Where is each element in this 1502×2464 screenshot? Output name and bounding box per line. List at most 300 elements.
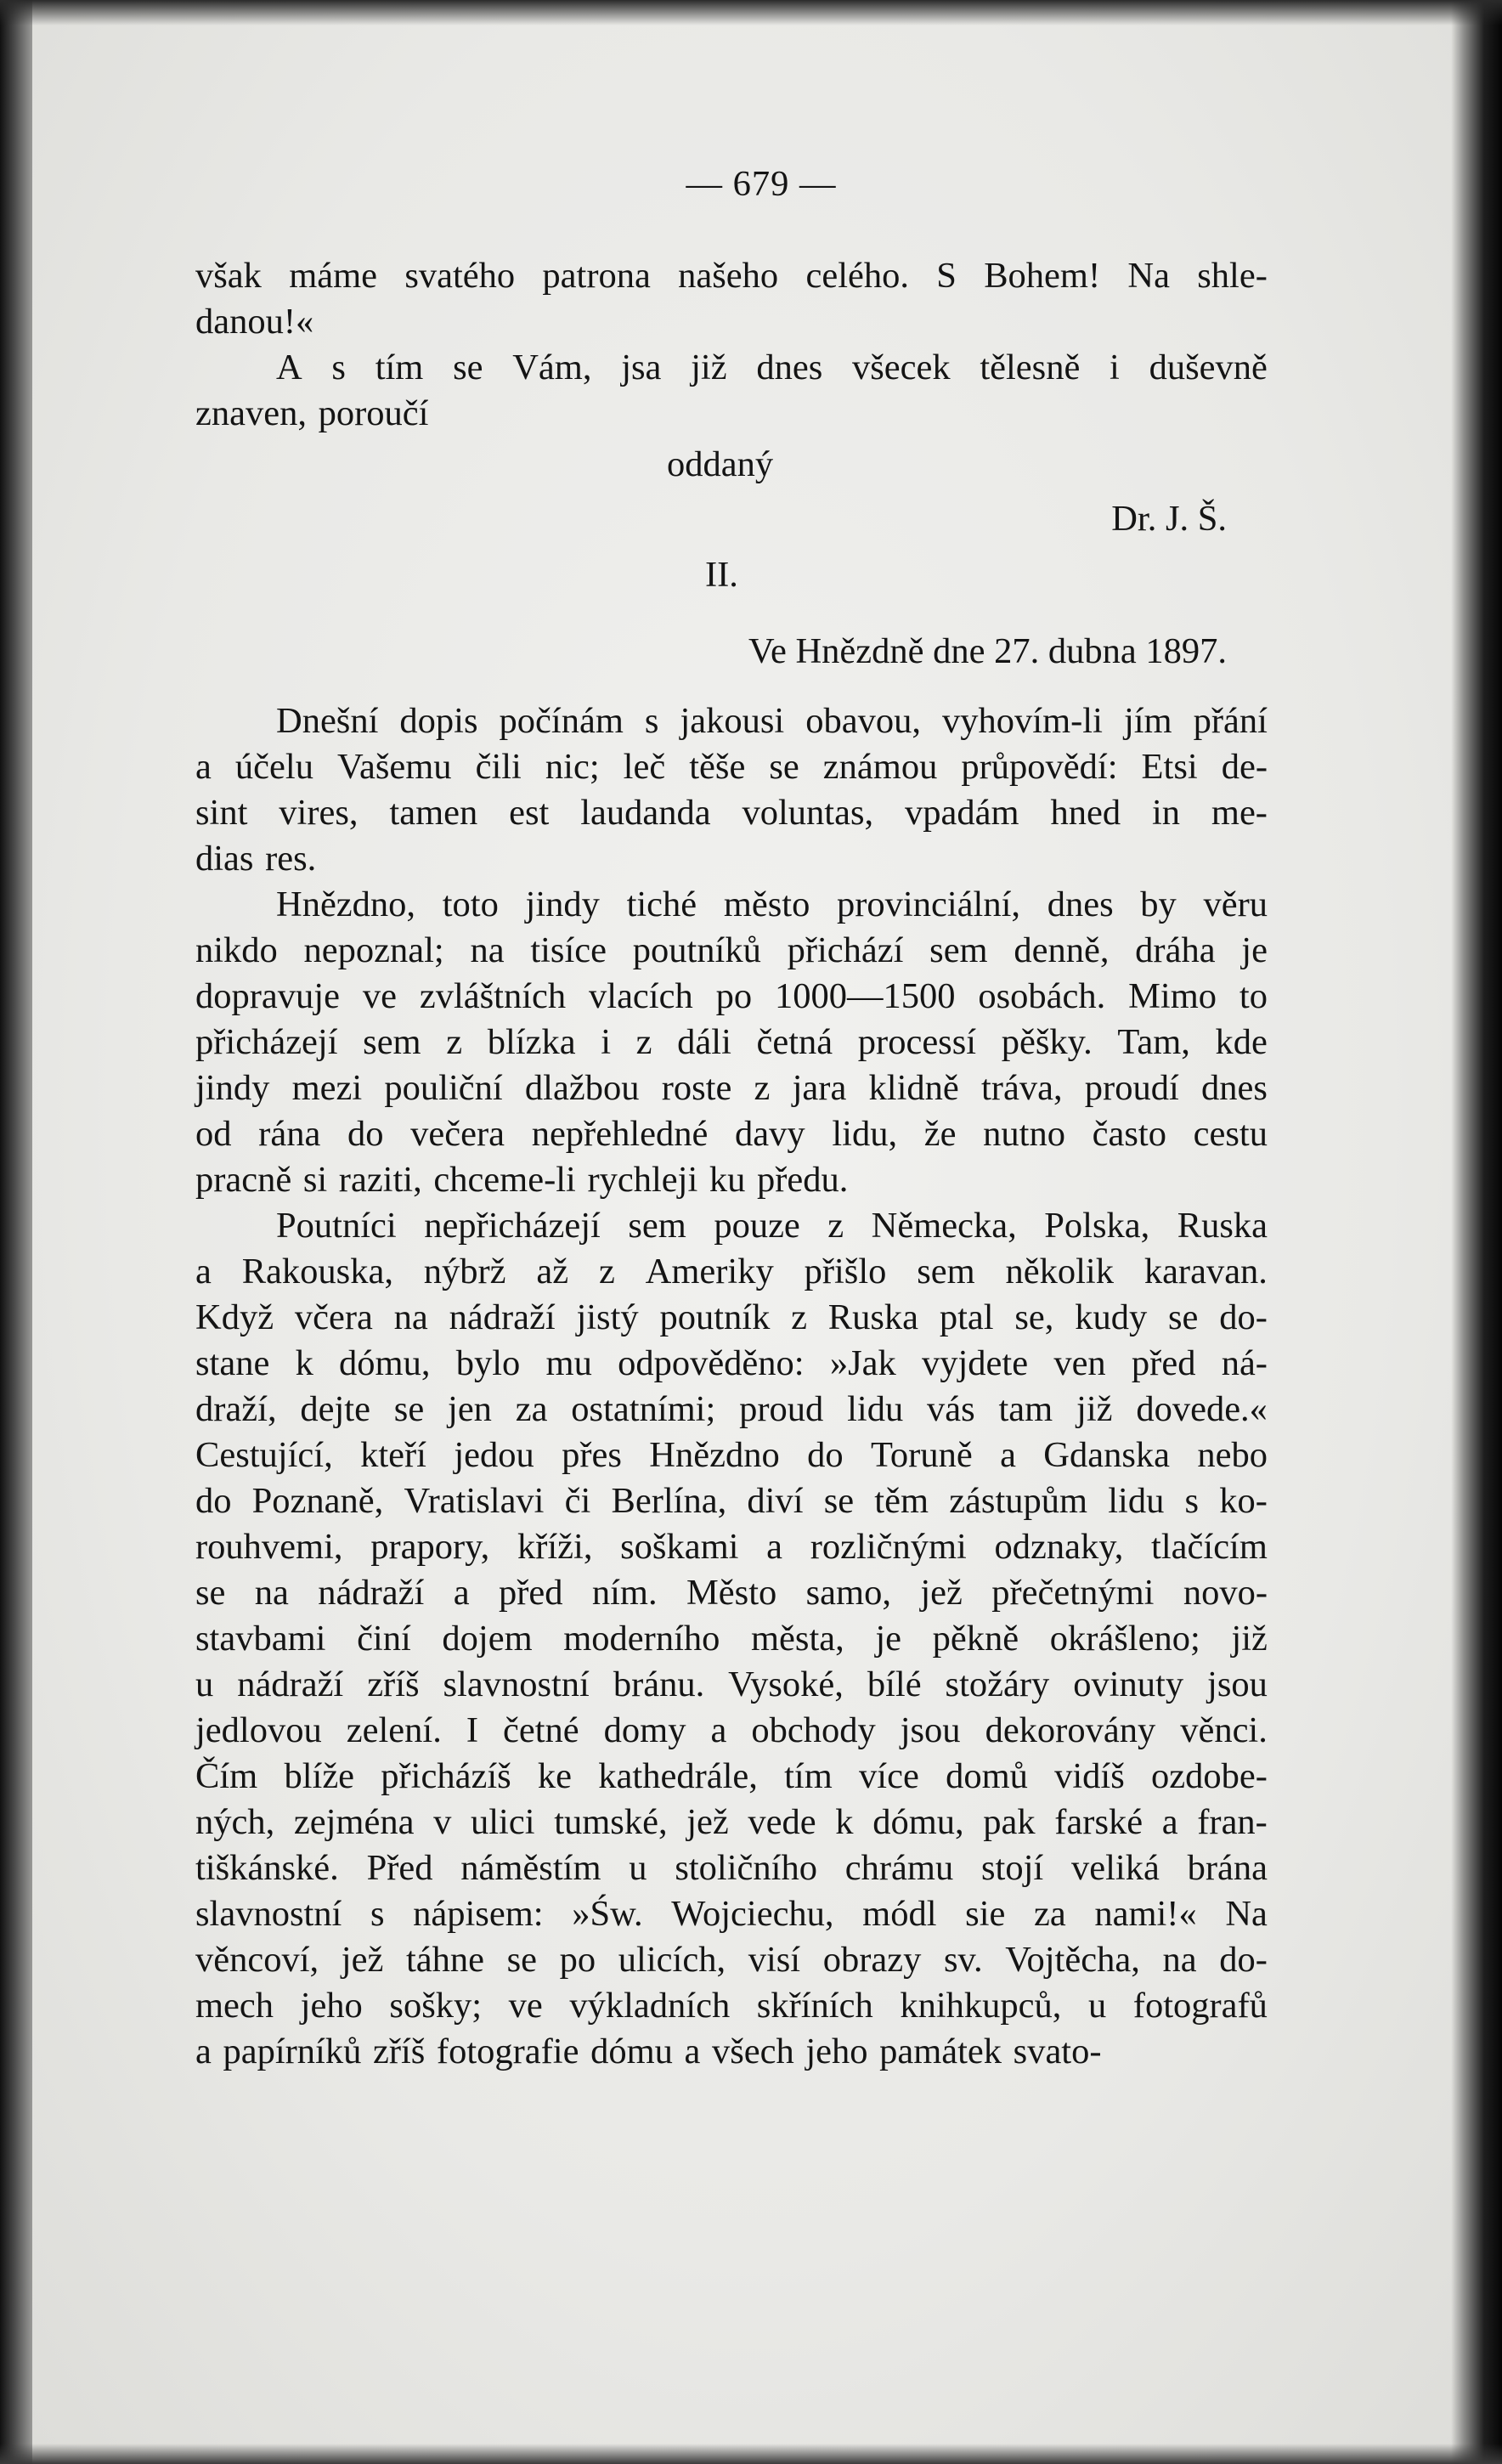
- word: klidně: [868, 1068, 959, 1108]
- word: jeho: [300, 1986, 363, 2026]
- word: výkladních: [569, 1986, 731, 2026]
- word: leč: [623, 747, 666, 787]
- word: kříži,: [517, 1527, 593, 1567]
- word: bránu.: [613, 1664, 705, 1704]
- word: na: [1162, 1940, 1197, 1980]
- word: na: [393, 1297, 428, 1337]
- word: Polska,: [1044, 1206, 1150, 1246]
- word: slavnostní: [195, 1894, 342, 1934]
- word: Vašemu: [336, 747, 452, 787]
- word: je: [1241, 930, 1268, 970]
- word: včera: [294, 1297, 373, 1337]
- word: knihkupců,: [900, 1986, 1062, 2026]
- word: Město: [686, 1573, 777, 1613]
- word: hned: [1050, 793, 1121, 833]
- word: předu.: [756, 1160, 849, 1200]
- word: tisíce: [530, 930, 607, 970]
- word: se: [823, 1481, 855, 1521]
- word: odpověděno:: [618, 1343, 805, 1383]
- word: jsa: [621, 348, 662, 387]
- word: jsou: [900, 1710, 961, 1750]
- word: večera: [410, 1114, 505, 1154]
- text-line: [195, 1983, 1268, 2029]
- word: skříních: [756, 1986, 873, 2026]
- word: Mimo: [1128, 976, 1217, 1016]
- word: by: [1140, 884, 1177, 924]
- word: mezi: [291, 1068, 363, 1108]
- text-line: [195, 1570, 1268, 1616]
- word: dómu: [590, 2032, 673, 2071]
- word: nic;: [545, 747, 600, 787]
- word: náměstím: [460, 1848, 601, 1888]
- word: »Jak: [829, 1343, 896, 1383]
- word: poutníků: [632, 930, 761, 970]
- word: vires,: [279, 793, 359, 833]
- word: osobách.: [978, 976, 1106, 1016]
- text-line: [195, 1937, 1268, 1983]
- word: že: [923, 1114, 957, 1154]
- word: pak: [983, 1802, 1036, 1842]
- word: sem: [363, 1022, 421, 1062]
- word: se: [453, 348, 483, 387]
- word: dómu,: [339, 1343, 431, 1383]
- word: těm: [874, 1481, 929, 1521]
- word: tím: [784, 1756, 833, 1796]
- word: obchody: [751, 1710, 876, 1750]
- word: a: [195, 2032, 212, 2071]
- word: jedlovou: [195, 1710, 322, 1750]
- scan-edge-right: [1451, 0, 1502, 2464]
- word: dias: [195, 839, 254, 879]
- word: z: [754, 1068, 771, 1108]
- word: proud: [739, 1389, 824, 1429]
- word: nápisem:: [413, 1894, 544, 1934]
- word: tráva,: [981, 1068, 1063, 1108]
- word: k: [835, 1802, 854, 1842]
- word: kteří: [360, 1435, 426, 1475]
- word: známou: [822, 747, 938, 787]
- word: za: [515, 1389, 548, 1429]
- word: Poznaně,: [251, 1481, 384, 1521]
- word: me-: [1211, 793, 1268, 833]
- word: danou!«: [195, 302, 314, 342]
- word: zříš: [372, 2032, 426, 2071]
- word: věnci.: [1180, 1710, 1268, 1750]
- word: dopis: [399, 701, 478, 741]
- word: a: [453, 1573, 470, 1613]
- text-line: [195, 1020, 1268, 1065]
- word: si: [302, 1160, 328, 1200]
- word: domy: [603, 1710, 686, 1750]
- word: chrámu: [844, 1848, 954, 1888]
- word: město: [723, 884, 810, 924]
- word: z: [791, 1297, 807, 1337]
- word: moderního: [563, 1619, 720, 1659]
- word: dnes: [1047, 884, 1114, 924]
- word: novo-: [1183, 1573, 1268, 1613]
- word: blízka: [487, 1022, 576, 1062]
- text-line: [195, 299, 1268, 345]
- word: stavbami: [195, 1619, 326, 1659]
- scan-edge-bottom: [0, 2444, 1502, 2464]
- word: vpadám: [905, 793, 1019, 833]
- word: Toruně: [870, 1435, 973, 1475]
- word: Vysoké,: [728, 1664, 844, 1704]
- text-line: [195, 391, 1268, 437]
- letter-closing: [195, 345, 1268, 437]
- letter-ending: [195, 253, 1268, 345]
- word: poroučí: [318, 393, 429, 433]
- text-line: [195, 1478, 1268, 1524]
- word: do-: [1219, 1940, 1268, 1980]
- word: Etsi: [1141, 747, 1198, 787]
- word: se,: [1014, 1297, 1054, 1337]
- word: odznaky,: [994, 1527, 1124, 1567]
- word: sint: [195, 793, 248, 833]
- word: Tam,: [1117, 1022, 1190, 1062]
- word: cestu: [1193, 1114, 1268, 1154]
- word: fran-: [1197, 1802, 1268, 1842]
- word: dopravuje: [195, 976, 340, 1016]
- word: z: [827, 1206, 844, 1246]
- word: přicházejí: [195, 1022, 338, 1062]
- word: přišlo: [804, 1252, 887, 1291]
- word: s: [1184, 1481, 1200, 1521]
- word: tiškánské.: [195, 1848, 339, 1888]
- word: sv.: [944, 1940, 983, 1980]
- word: několik: [1005, 1252, 1114, 1291]
- word: jen: [448, 1389, 492, 1429]
- word: za: [1033, 1894, 1066, 1934]
- word: ptal: [939, 1297, 994, 1337]
- word: vlacích: [589, 976, 693, 1016]
- word: přečetnými: [991, 1573, 1155, 1613]
- word: dlažbou: [524, 1068, 640, 1108]
- word: počínám: [499, 701, 624, 741]
- word: papírníků: [223, 2032, 362, 2071]
- word: pracně: [195, 1160, 292, 1200]
- word: rouhvemi,: [195, 1527, 343, 1567]
- word: Berlína,: [611, 1481, 727, 1521]
- word: vede: [748, 1802, 816, 1842]
- text-line: [195, 698, 1268, 744]
- word: ven: [1053, 1343, 1106, 1383]
- word: a: [766, 1527, 783, 1567]
- signature-initials: Dr. J. Š.: [1111, 499, 1227, 539]
- word: až: [536, 1252, 569, 1291]
- word: nádraží: [449, 1297, 556, 1337]
- word: čili: [475, 747, 522, 787]
- word: přes: [562, 1435, 622, 1475]
- word: Když: [195, 1297, 274, 1337]
- word: z: [446, 1022, 463, 1062]
- text-line: [195, 1662, 1268, 1708]
- word: Gdanska: [1043, 1435, 1171, 1475]
- word: před: [498, 1573, 563, 1613]
- text-line: [195, 1616, 1268, 1662]
- word: karavan.: [1143, 1252, 1268, 1291]
- word: vyjdete: [921, 1343, 1029, 1383]
- word: nádraží: [237, 1664, 344, 1704]
- word: činí: [357, 1619, 411, 1659]
- word: sem: [628, 1206, 686, 1246]
- word: do: [807, 1435, 844, 1475]
- word: Hnězdno: [649, 1435, 780, 1475]
- word: poutník: [659, 1297, 771, 1337]
- word: po: [559, 1940, 596, 1980]
- word: pěkně: [932, 1619, 1019, 1659]
- word: jakousi: [680, 701, 785, 741]
- word: nepřicházejí: [424, 1206, 601, 1246]
- word: Vojtěcha,: [1005, 1940, 1140, 1980]
- word: ulicích,: [618, 1940, 726, 1980]
- word: všech: [711, 2032, 794, 2071]
- word: obrazy: [822, 1940, 922, 1980]
- word: Cestující,: [195, 1435, 333, 1475]
- word: duševně: [1149, 348, 1268, 387]
- paragraph: [195, 1203, 1268, 2075]
- word: domů: [946, 1756, 1028, 1796]
- word: davy: [735, 1114, 805, 1154]
- word: těše: [689, 747, 746, 787]
- word: do: [195, 1481, 232, 1521]
- word: přání: [1193, 701, 1268, 741]
- word: se: [195, 1573, 226, 1613]
- word: i: [1110, 348, 1120, 387]
- word: raziti,: [338, 1160, 422, 1200]
- word: fotografie: [436, 2032, 579, 2071]
- word: toto: [442, 884, 499, 924]
- word: táhne: [405, 1940, 485, 1980]
- text-line: [195, 1754, 1268, 1800]
- text-line: [195, 1433, 1268, 1478]
- word: Německa,: [871, 1206, 1017, 1246]
- word: provinciální,: [837, 884, 1021, 924]
- text-line: [195, 1708, 1268, 1754]
- word: Vám,: [512, 348, 592, 387]
- word: kathedrále,: [598, 1756, 758, 1796]
- word: jsou: [1207, 1664, 1268, 1704]
- page-number: — 679 —: [686, 164, 837, 204]
- word: Wojciechu,: [671, 1894, 834, 1934]
- word: často: [1092, 1114, 1166, 1154]
- word: tlačícím: [1151, 1527, 1268, 1567]
- word: věru: [1203, 884, 1268, 924]
- word: visí: [748, 1940, 801, 1980]
- paragraph: [195, 698, 1268, 882]
- text-line: [195, 253, 1268, 299]
- word: nepoznal;: [303, 930, 444, 970]
- word: patrona: [542, 256, 651, 296]
- word: tumské,: [554, 1802, 668, 1842]
- word: a: [1161, 1802, 1178, 1842]
- word: svatého: [404, 256, 516, 296]
- word: kudy: [1075, 1297, 1148, 1337]
- word: jedou: [454, 1435, 534, 1475]
- word: zvláštních: [419, 976, 567, 1016]
- word: nýbrž: [423, 1252, 506, 1291]
- word: rychleji: [587, 1160, 698, 1200]
- text-line: [195, 1249, 1268, 1295]
- word: sie: [965, 1894, 1006, 1934]
- word: Na: [1225, 1894, 1268, 1934]
- text-line: [195, 974, 1268, 1020]
- word: stoličního: [675, 1848, 817, 1888]
- word: ve: [362, 976, 397, 1016]
- word: však: [195, 256, 262, 296]
- word: celého.: [805, 256, 909, 296]
- text-line: [195, 2029, 1268, 2075]
- word: dnes: [1200, 1068, 1268, 1108]
- word: jež: [686, 1802, 729, 1842]
- word: s: [370, 1894, 385, 1934]
- word: rozličnými: [810, 1527, 967, 1567]
- word: u: [195, 1664, 214, 1704]
- word: zříš: [367, 1664, 420, 1704]
- text-line: [195, 1387, 1268, 1433]
- word: s: [331, 348, 346, 387]
- word: Rakouska,: [241, 1252, 393, 1291]
- page-text: [195, 161, 1268, 2075]
- word: svato-: [1013, 2032, 1102, 2071]
- word: do: [347, 1114, 384, 1154]
- word: nutno: [983, 1114, 1065, 1154]
- word: tam: [998, 1389, 1053, 1429]
- word: ku: [709, 1160, 746, 1200]
- word: Poutníci: [276, 1206, 397, 1246]
- word: blíže: [284, 1756, 355, 1796]
- text-line: [195, 836, 1268, 882]
- scan-edge-top: [0, 0, 1502, 25]
- word: laudanda: [580, 793, 711, 833]
- word: Ameriky: [645, 1252, 774, 1291]
- word: ných,: [195, 1802, 275, 1842]
- word: nádraží: [318, 1573, 425, 1613]
- word: v: [433, 1802, 452, 1842]
- word: kde: [1215, 1022, 1268, 1062]
- word: zejména: [293, 1802, 415, 1842]
- text-line: [195, 345, 1268, 391]
- word: processí: [857, 1022, 977, 1062]
- word: a: [195, 1252, 212, 1291]
- word: všecek: [851, 348, 951, 387]
- word: jindy: [195, 1068, 270, 1108]
- text-line: [195, 1524, 1268, 1570]
- word: shle-: [1197, 256, 1268, 296]
- signoff: oddaný: [667, 444, 774, 484]
- word: vidíš: [1054, 1756, 1125, 1796]
- word: lidu: [847, 1389, 904, 1429]
- word: ostatními;: [571, 1389, 716, 1429]
- body-paragraphs: [195, 698, 1268, 2075]
- word: tamen: [389, 793, 478, 833]
- word: u: [1087, 1986, 1107, 2026]
- word: do-: [1219, 1297, 1268, 1337]
- word: brána: [1187, 1848, 1268, 1888]
- word: soškami: [620, 1527, 739, 1567]
- text-line: [195, 1157, 1268, 1203]
- word: z: [635, 1022, 652, 1062]
- word: či: [564, 1481, 591, 1521]
- word: města,: [751, 1619, 844, 1659]
- word: věncoví,: [195, 1940, 319, 1980]
- word: mech: [195, 1986, 274, 2026]
- word: dojem: [442, 1619, 533, 1659]
- text-line: [195, 1203, 1268, 1249]
- word: a: [684, 2032, 701, 2071]
- word: samo,: [805, 1573, 891, 1613]
- word: denně,: [1014, 930, 1110, 970]
- word: rána: [258, 1114, 321, 1154]
- word: jím: [1123, 701, 1172, 741]
- word: s: [644, 701, 659, 741]
- text-line: [195, 1341, 1268, 1387]
- word: znaven,: [195, 393, 307, 433]
- word: pěšky.: [1001, 1022, 1093, 1062]
- dateline: Ve Hnězdně dne 27. dubna 1897.: [748, 631, 1227, 671]
- word: de-: [1221, 747, 1268, 787]
- word: před: [1131, 1343, 1196, 1383]
- word: je: [875, 1619, 902, 1659]
- word: to: [1239, 976, 1268, 1016]
- word: se: [393, 1389, 425, 1429]
- word: dnes: [756, 348, 823, 387]
- word: nikdo: [195, 930, 278, 970]
- word: Čím: [195, 1756, 258, 1796]
- word: obavou,: [805, 701, 922, 741]
- text-line: [195, 1845, 1268, 1891]
- word: lidu,: [832, 1114, 898, 1154]
- word: mu: [545, 1343, 592, 1383]
- word: lidu: [1108, 1481, 1165, 1521]
- word: a: [710, 1710, 727, 1750]
- word: četná: [756, 1022, 833, 1062]
- word: jež: [920, 1573, 963, 1613]
- word: draží,: [195, 1389, 277, 1429]
- word: u: [629, 1848, 647, 1888]
- word: Před: [366, 1848, 433, 1888]
- word: nebo: [1197, 1435, 1268, 1475]
- word: stojí: [980, 1848, 1044, 1888]
- word: památek: [879, 2032, 1002, 2071]
- word: sošky;: [389, 1986, 483, 2026]
- word: se: [1168, 1297, 1199, 1337]
- word: ulici: [471, 1802, 535, 1842]
- word: sem: [917, 1252, 975, 1291]
- word: jindy: [525, 884, 600, 924]
- word: slavnostní: [443, 1664, 590, 1704]
- word: na: [470, 930, 505, 970]
- word: módl: [862, 1894, 937, 1934]
- word: diví: [747, 1481, 804, 1521]
- word: se: [506, 1940, 538, 1980]
- word: přichází: [787, 930, 904, 970]
- text-line: [195, 882, 1268, 928]
- word: res.: [265, 839, 317, 879]
- word: est: [509, 793, 550, 833]
- text-line: [195, 1295, 1268, 1341]
- word: veliká: [1070, 1848, 1160, 1888]
- word: roste: [661, 1068, 732, 1108]
- text-line: [195, 1111, 1268, 1157]
- word: ve: [508, 1986, 543, 2026]
- text-line: [195, 1800, 1268, 1845]
- word: stožáry: [945, 1664, 1050, 1704]
- word: již: [1076, 1389, 1113, 1429]
- word: vyhovím-li: [942, 701, 1103, 741]
- word: ná-: [1221, 1343, 1268, 1383]
- word: již: [1231, 1619, 1268, 1659]
